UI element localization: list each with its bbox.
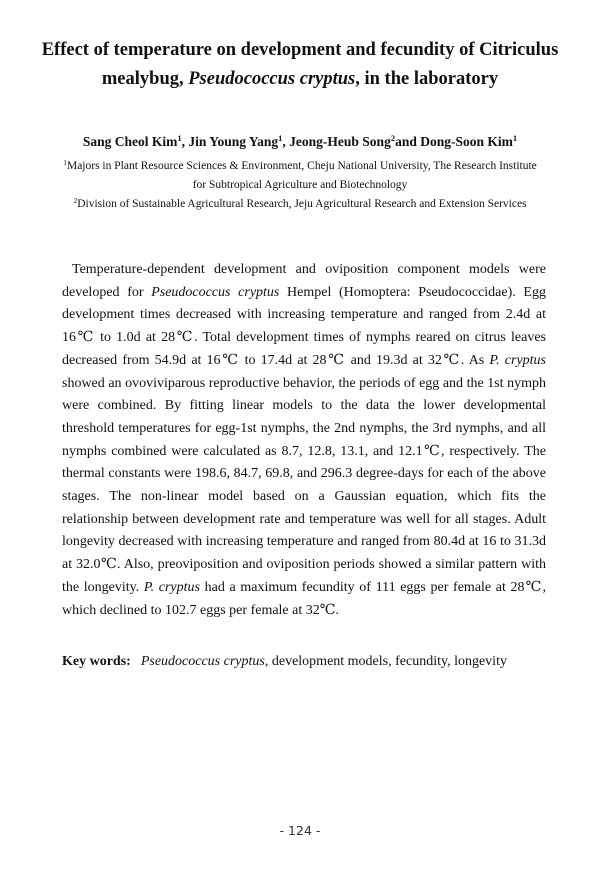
abstract <box>62 259 546 622</box>
keywords-list: , development models, fecundity, longevity <box>264 654 507 669</box>
affiliation-text: Division of Sustainable Agricultural Research, Jeju Agricultural Research and Extension Services <box>77 198 527 210</box>
page-number: - 124 - <box>279 823 321 838</box>
author-name: Jeong-Heub Song <box>289 134 391 149</box>
keyword-species: Pseudococcus cryptus <box>140 654 265 669</box>
abstract-text: had a maximum fecundity of 111 eggs per female at 28℃, which declined to 102.7 eggs per female at 32℃. <box>62 579 546 618</box>
affiliation-marker: 1 <box>512 133 518 143</box>
title-text-2: , in the laboratory <box>355 69 499 89</box>
abstract-paragraph <box>62 259 546 622</box>
author-separator: , <box>282 134 290 149</box>
affiliation-marker: 2 <box>73 196 78 205</box>
affiliation-marker: 1 <box>63 158 67 167</box>
author-name: Jin Young Yang <box>188 134 279 149</box>
affiliation-2 <box>40 196 560 212</box>
affiliation-marker: 1 <box>278 133 283 143</box>
author <box>188 134 289 149</box>
abstract-text: showed an ovoviviparous reproductive behavior, the periods of egg and the 1st nymph were combined. By fitting linear models to the data the lower developmental threshold temperatures for egg-1st nymphs, the 2nd nymphs, the 3rd nymphs, and all nymphs combined were calculated as 8.7, 12.8, 13.1, and 12.1℃, respectively. The thermal constants were 198.6, 84.7, 69.8, and 296.3 degree-days for each of the above stages. The non-linear model based on a Gaussian equation, which fits the relationship between development rate and temperature was well for all stages. Adult longevity decreased with increasing temperature and ranged from 80.4d at 16 to 31.3d at 32.0℃. Also, preoviposition and oviposition periods showed a similar pattern with the longevity. <box>62 375 546 595</box>
author-name: Sang Cheol Kim <box>82 134 178 149</box>
keywords-label: Key words: <box>62 654 131 669</box>
species-name: Pseudococcus cryptus <box>151 284 280 300</box>
author-separator: , <box>181 134 189 149</box>
author <box>289 134 420 149</box>
author-name: Dong-Soon Kim <box>420 134 513 149</box>
author <box>420 134 517 149</box>
title-text-1: Effect of temperature on development and fecundity of Citriculus mealybug, <box>41 40 559 89</box>
affiliation-marker: 2 <box>390 133 396 143</box>
affiliation-marker: 1 <box>177 133 182 143</box>
abstract-text: Temperature-dependent development and oviposition component models were developed for <box>62 262 546 300</box>
affiliation-1 <box>40 158 560 174</box>
affiliation-text: for Subtropical Agriculture and Biotechnology <box>192 179 408 191</box>
paper-title <box>40 36 560 94</box>
author-separator: and <box>395 134 421 149</box>
author <box>83 134 189 149</box>
species-name: P. cryptus <box>143 579 200 595</box>
affiliation-text: Majors in Plant Resource Sciences & Environment, Cheju National University, The Research Institute <box>66 160 537 172</box>
title-species: Pseudococcus cryptus <box>188 69 356 89</box>
species-name: P. cryptus <box>489 352 546 368</box>
affiliation-1-continued <box>40 177 560 193</box>
author-list <box>40 133 560 151</box>
abstract-text: Hempel (Homoptera: Pseudococcidae). Egg development times decreased with increasing temperature and ranged from 2.4d at 16℃ to 1.0d at 28℃. Total development times of nymphs reared on citrus leaves decreased from 54.9d at 16℃ to 17.4d at 28℃ and 19.3d at 32℃. As <box>62 284 546 368</box>
keywords <box>62 651 552 673</box>
